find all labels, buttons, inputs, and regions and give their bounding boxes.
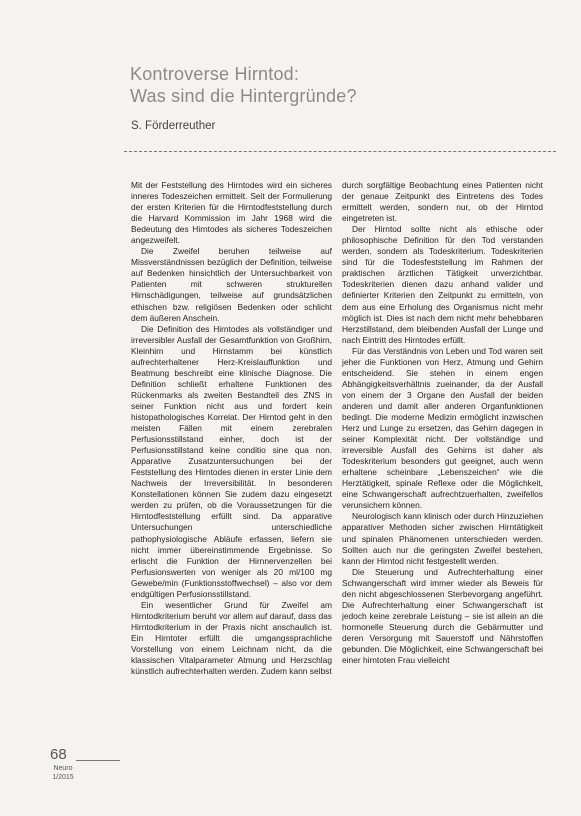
paragraph: Die Steuerung und Aufrechterhaltung einer Schwangerschaft wird immer wieder als Beweis für den nicht abgeschlossenen Sterbevorgang angeführt. Die Aufrechterhaltung einer Schwangerschaft ist jedoch keine zerebrale Leistung – sie ist allein an die hormonelle Steuerung durch die Gebärmutter und deren Versorgung mit Sauerstoff und Nährstoffen gebunden. Die Möglichkeit, eine Schwangerschaft bei einer hirntoten Frau vielleicht [342, 566, 543, 666]
paragraph: Ein wesentlicher Grund für Zweifel am Hirntodkriterium beruht vor allem auf darauf, dass das Hirntodkriterium in der Praxis nicht anschaulich ist. Ein Hirntoter erfüllt die umgangssprachliche Vorstellung von einem Leichnam nicht, da die klassischen Vitalparameter Atmung und Herzschlag künstlich aufrechterhalten werden. Zudem kann selbst [131, 599, 332, 677]
article-title-line-2: Was sind die Hintergründe? [130, 86, 357, 106]
journal-name: Neuro [53, 765, 73, 772]
text-column-right [342, 180, 543, 666]
paragraph: durch sorgfältige Beobachtung eines Patienten nicht der genaue Zeitpunkt des Eintretens des Todes ermittelt werden, sondern nur, ob der Hirntod eingetreten ist. [342, 180, 543, 224]
header-divider [124, 151, 556, 152]
paragraph: Mit der Feststellung des Hirntodes wird ein sicheres inneres Todeszeichen ermittelt. Seit der Formulierung der ersten Kriterien für die Hirntodfeststellung durch die Harvard Kommission im Jahr 1968 wird die Bedeutung des Hirntodes als sicheres Todeszeichen angezweifelt. [131, 180, 332, 246]
paragraph: Neurologisch kann klinisch oder durch Hinzuziehen apparativer Methoden sicher zwischen Hirntätigkeit und spinalen Phänomenen unterschieden werden. Sollten auch nur die geringsten Zweifel bestehen, kann der Hirntod nicht festgestellt werden. [342, 511, 543, 566]
article-title-line-1: Kontroverse Hirntod: [130, 64, 300, 84]
paragraph: Der Hirntod sollte nicht als ethische oder philosophische Definition für den Tod verstanden werden, sondern als Todeskriterium. Todeskriterien sind für die Todesfeststellung im Rahmen der praktischen ärztlichen Tätigkeit unverzichtbar. Todeskriterien dienen dazu anhand valider und definierter Kriterien den Zeitpunkt zu ermitteln, von dem aus eine Erholung des Organismus nicht mehr möglich ist. Dies ist nach dem nicht mehr behebbaren Herzstillstand, dem bleibenden Ausfall der Lunge und nach Eintritt des Hirntodes erfüllt. [342, 224, 543, 345]
journal-info [47, 764, 79, 782]
journal-issue: 1/2015 [52, 774, 74, 781]
paragraph: Für das Verständnis von Leben und Tod waren seit jeher die Funktionen von Herz, Atmung und Gehirn entscheidend. Sie stehen in einem engen Abhängigkeitsverhältnis zueinander, da der Ausfall von einem der 3 Organe den Ausfall der beiden anderen und damit aller anderen Organfunktionen bedingt. Die moderne Medizin ermöglicht inzwischen Herz und Lunge zu ersetzen, das Gehirn dagegen in seiner Komplexität nicht. Der vollständige und irreversible Ausfall des Gehirns ist daher als Todeskriterium besonders gut geeignet, auch wenn erhaltene scheinbare „Lebenszeichen“ wie die Herztätigkeit, spinale Reflexe oder die Möglichkeit, eine Schwangerschaft aufrechtzuerhalten, zweifellos verunsichern können. [342, 345, 543, 511]
article-title [130, 63, 550, 107]
paragraph: Die Zweifel beruhen teilweise auf Missverständnissen bezüglich der Definition, teilweise auf Bedenken hinsichtlich der Untersuchbarkeit von Patienten mit schweren strukturellen Hirnschädigungen, teilweise auf grundsätzlichen ethischen bzw. religiösen Bedenken oder schlicht dem äußeren Anschein. [131, 246, 332, 323]
page-number-rule [76, 760, 120, 761]
article-author: S. Förderreuther [131, 120, 216, 132]
text-column-left [131, 180, 332, 677]
paragraph: Die Definition des Hirntodes als vollständiger und irreversibler Ausfall der Gesamtfunktion von Großhirn, Kleinhirn und Hirnstamm bei künstlich aufrechterhaltener Herz-Kreislauffunktion und Beatmung beschreibt eine klinische Diagnose. Die Definition schließt erhaltene Funktionen des Rückenmarks als zweiten Bestandteil des ZNS in seiner Funktion nicht aus und fordert kein histopathologisches Korrelat. Der Hirntod geht in den meisten Fällen mit einem zerebralen Perfusionsstillstand einher, doch ist der Perfusionsstillstand keine conditio sine qua non. Apparative Zusatzuntersuchungen bei der Feststellung des Hirntodes dienen in erster Linie dem Nachweis der Irreversibilität. In besonderen Konstellationen können Sie zudem dazu eingesetzt werden zu prüfen, ob die Voraussetzungen für die Hirntodfeststellung erfüllt sind. Da apparative Untersuchungen unterschiedliche pathophysiologische Abläufe erfassen, liefern sie nicht immer übereinstimmende Ergebnisse. So erlischt die Funktion der Hirnnervenzellen bei Perfusionswerten von weniger als 20 ml/100 mg Gewebe/min (Funktionsstoffwechsel) – also vor dem endgültigen Perfusionsstillstand. [131, 323, 332, 599]
page-number: 68 [50, 746, 67, 763]
